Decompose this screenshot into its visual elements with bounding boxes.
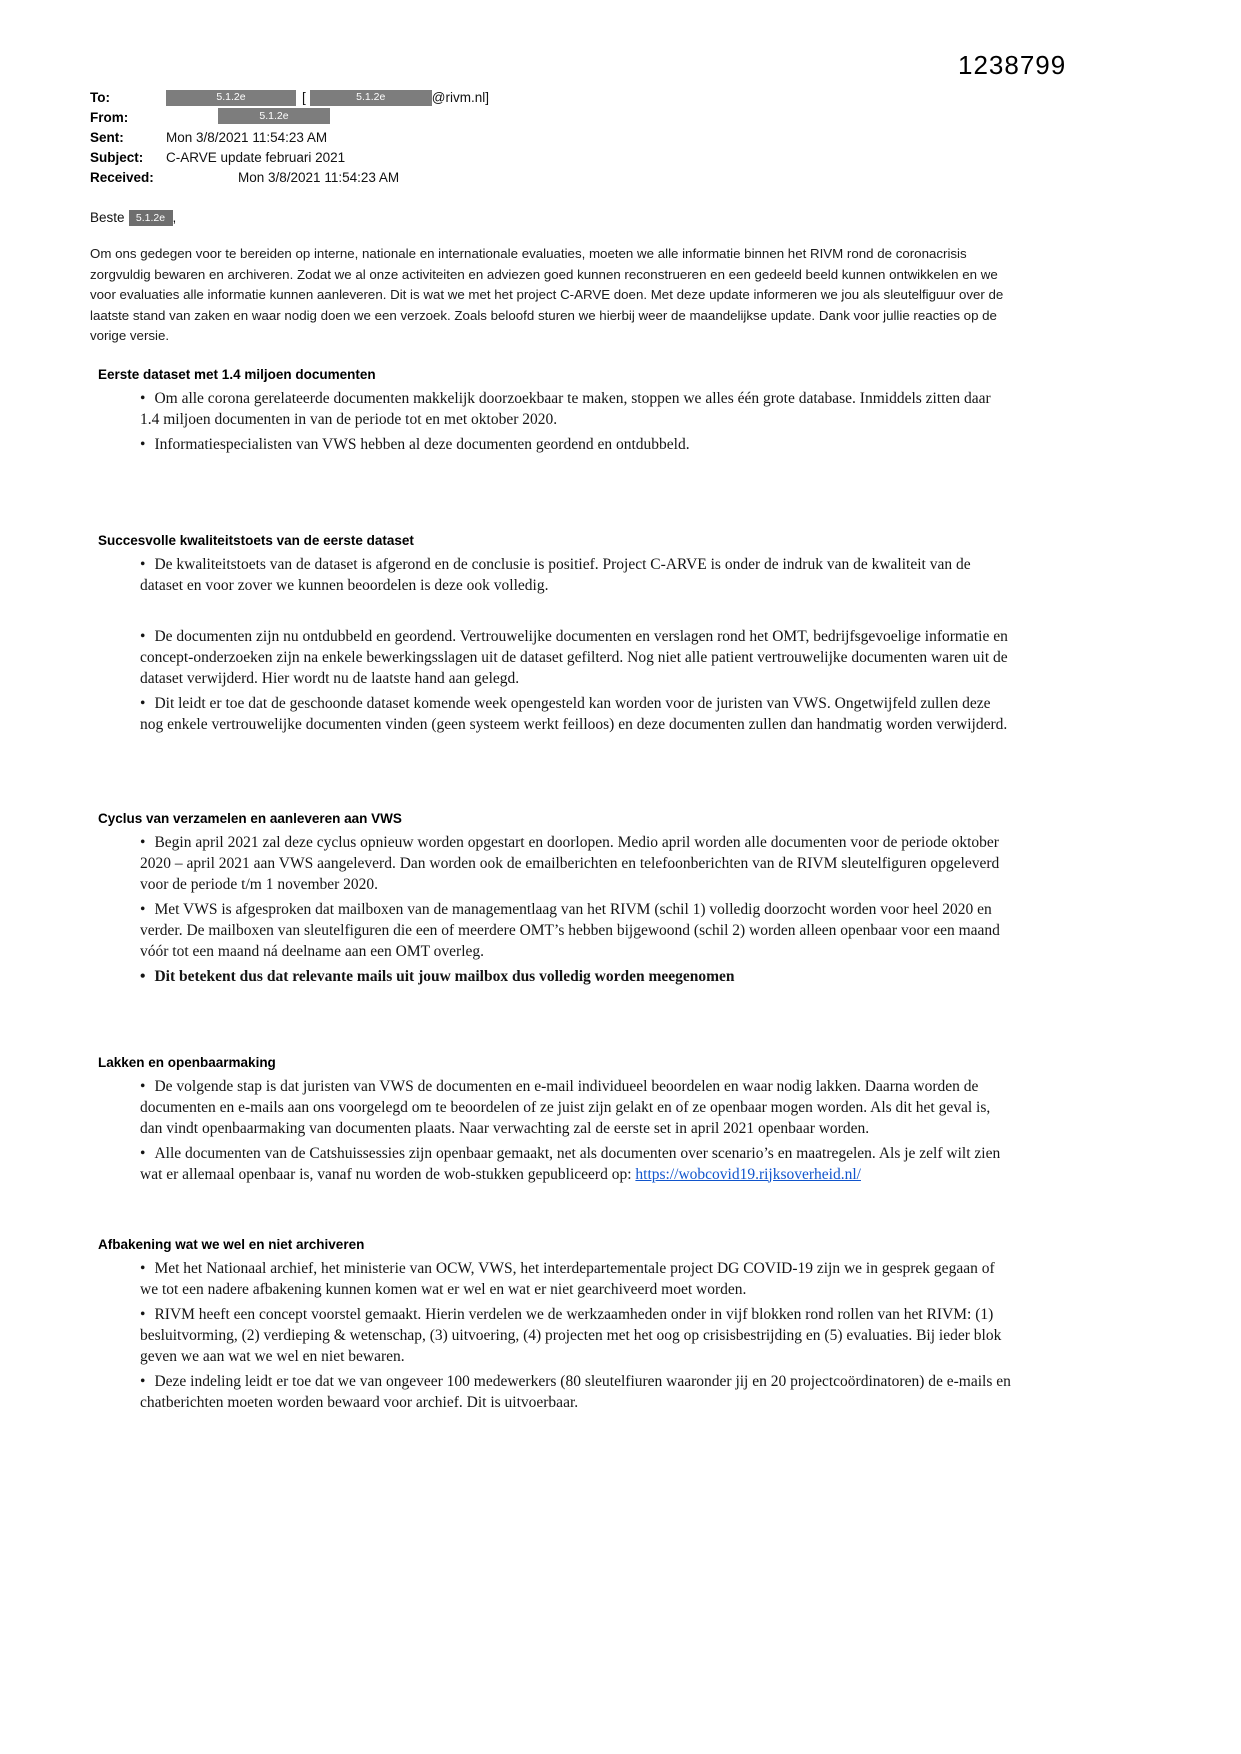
- sent-label: Sent:: [90, 130, 124, 145]
- bullet-text: Alle documenten van de Catshuissessies zijn openbaar gemaakt, net als documenten over scenario’s en maatregelen. Als je zelf wilt zien wat er allemaal openbaar is, vanaf nu worden de wob-stukken gepubliceerd op:: [140, 1144, 1001, 1183]
- section-title: Eerste dataset met 1.4 miljoen documenten: [98, 366, 376, 382]
- bullet-item: • RIVM heeft een concept voorstel gemaakt. Hierin verdelen we de werkzaamheden onder in vijf blokken rond rollen van het RIVM: (1) besluitvorming, (2) verdieping & wetenschap, (3) uitvoering, (4) projecten met het oog op crisisbestrijding en (5) evaluaties. Bij ieder blok geven we aan wat we wel en niet bewaren.: [140, 1304, 1012, 1367]
- section-kwaliteitstoets: [90, 533, 1012, 735]
- bullet-item: • De kwaliteitstoets van de dataset is afgerond en de conclusie is positief. Project C-ARVE is onder de indruk van de kwaliteit van de dataset en voor zover we kunnen beoordelen is deze ook volledig.: [140, 554, 1012, 596]
- bullet-item-with-link: [140, 1143, 1012, 1185]
- section-title: Succesvolle kwaliteitstoets van de eerste dataset: [98, 532, 414, 548]
- bullet-item-bold: • Dit betekent dus dat relevante mails uit jouw mailbox dus volledig worden meegenomen: [140, 966, 1012, 987]
- bullet-list: [90, 388, 1012, 455]
- bullet-item: • Met VWS is afgesproken dat mailboxen van de managementlaag van het RIVM (schil 1) volledig doorzocht worden voor heel 2020 en verder. De mailboxen van sleutelfiguren die een of meerdere OMT’s hebben bijgewoond (schil 2) worden alleen openbaar voor een maand vóór tot een maand ná deelname aan een OMT overleg.: [140, 899, 1012, 962]
- bullet-item: • Met het Nationaal archief, het ministerie van OCW, VWS, het interdepartementale project DG COVID-19 zijn we in gesprek gegaan of we tot een nadere afbakening kunnen komen wat er wel en wat er niet gearchiveerd moet worden.: [140, 1258, 1012, 1300]
- email-content: [90, 88, 1012, 1413]
- wobcovid-link[interactable]: https://wobcovid19.rijksoverheid.nl/: [635, 1165, 861, 1183]
- bullet-item: • De documenten zijn nu ontdubbeld en geordend. Vertrouwelijke documenten en verslagen rond het OMT, bedrijfsgevoelige informatie en concept-onderzoeken zijn na enkele bewerkingsslagen uit de dataset gefilterd. Nog niet alle patient vertrouwelijke documenten waren uit de dataset verwijderd. Hier wordt nu de laatste hand aan gelegd.: [140, 626, 1012, 689]
- bullet-item: • Informatiespecialisten van VWS hebben al deze documenten geordend en ontdubbeld.: [140, 434, 1012, 455]
- bullet-item: • Begin april 2021 zal deze cyclus opnieuw worden opgestart en doorlopen. Medio april worden alle documenten voor de periode oktober 2020 – april 2021 aan VWS aangeleverd. Dan worden ook de emailberichten en telefoonberichten van de RIVM sleutelfiguren opgeleverd voor de periode t/m 1 november 2020.: [140, 832, 1012, 895]
- to-suffix: @rivm.nl]: [431, 90, 489, 105]
- bullet-item: • Dit leidt er toe dat de geschoonde dataset komende week opengesteld kan worden voor de juristen van VWS. Ongetwijfeld zullen deze nog enkele vertrouwelijke documenten vinden (geen systeem werkt feilloos) en deze documenten zullen dan handmatig worden verwijderd.: [140, 693, 1012, 735]
- section-title: Afbakening wat we wel en niet archiveren: [98, 1236, 365, 1252]
- bullet-list: [90, 1076, 1012, 1185]
- bullet-item: • Deze indeling leidt er toe dat we van ongeveer 100 medewerkers (80 sleutelfiuren waaronder jij en 20 projectcoördinatoren) de e-mails en chatberichten moeten worden bewaard voor archief. Dit is uitvoerbaar.: [140, 1371, 1012, 1413]
- bullet-list: [90, 832, 1012, 987]
- redaction-box: 5.1.2e: [310, 90, 432, 106]
- received-label: Received:: [90, 170, 154, 185]
- to-bracket: [: [302, 90, 306, 105]
- subject-value: C-ARVE update februari 2021: [166, 150, 346, 165]
- section-afbakening: [90, 1237, 1012, 1413]
- redaction-box: 5.1.2e: [218, 108, 330, 124]
- section-title: Cyclus van verzamelen en aanleveren aan VWS: [98, 810, 402, 826]
- section-eerste-dataset: [90, 367, 1012, 455]
- redaction-box: 5.1.2e: [166, 90, 296, 106]
- header-row-sent: [90, 128, 1012, 147]
- section-lakken: [90, 1055, 1012, 1185]
- to-value: [166, 88, 489, 107]
- bullet-list: [90, 1258, 1012, 1413]
- email-header: [90, 88, 1012, 187]
- from-label: From:: [90, 110, 129, 125]
- header-row-subject: [90, 148, 1012, 167]
- header-row-from: [90, 108, 1012, 127]
- from-value: [166, 108, 330, 124]
- sent-value: Mon 3/8/2021 11:54:23 AM: [166, 130, 328, 145]
- salutation-suffix: ,: [172, 210, 177, 225]
- to-label: To:: [90, 90, 110, 105]
- intro-paragraph: Om ons gedegen voor te bereiden op interne, nationale en internationale evaluaties, moeten we alle informatie binnen het RIVM rond de coronacrisis zorgvuldig bewaren en archiveren. Zodat we al onze activiteiten en adviezen goed kunnen reconstrueren en een gedeeld beeld kunnen ontwikkelen en we voor evaluaties alle informatie kunnen aanleveren. Dit is wat we met het project C-ARVE doen. Met deze update informeren we jou als sleutelfiguur over de laatste stand van zaken en waar nodig doen we een verzoek. Zoals beloofd sturen we hierbij weer de maandelijkse update. Dank voor jullie reacties op de vorige versie.: [90, 246, 1004, 343]
- section-cyclus: [90, 811, 1012, 987]
- bullet-list: [90, 554, 1012, 735]
- salutation-prefix: Beste: [90, 210, 125, 225]
- bullet-item: • De volgende stap is dat juristen van VWS de documenten en e-mail individueel beoordelen en waar nodig lakken. Daarna worden de documenten en e-mails aan ons voorgelegd om te beoordelen of ze juist zijn gelakt en of ze openbaar mogen worden. Als dit het geval is, dan vindt openbaarmaking van documenten plaats. Naar verwachting zal de eerste set in april 2021 openbaar worden.: [140, 1076, 1012, 1139]
- subject-label: Subject:: [90, 150, 144, 165]
- received-value: Mon 3/8/2021 11:54:23 AM: [238, 170, 400, 185]
- header-row-to: [90, 88, 1012, 107]
- redaction-box: 5.1.2e: [129, 210, 173, 226]
- document-number: 1238799: [958, 50, 1067, 80]
- bullet-item: • Om alle corona gerelateerde documenten makkelijk doorzoekbaar te maken, stoppen we alles één grote database. Inmiddels zitten daar 1.4 miljoen documenten in van de periode tot en met oktober 2020.: [140, 388, 1012, 430]
- section-title: Lakken en openbaarmaking: [98, 1054, 276, 1070]
- header-row-received: [90, 168, 1012, 187]
- salutation: [90, 209, 1012, 227]
